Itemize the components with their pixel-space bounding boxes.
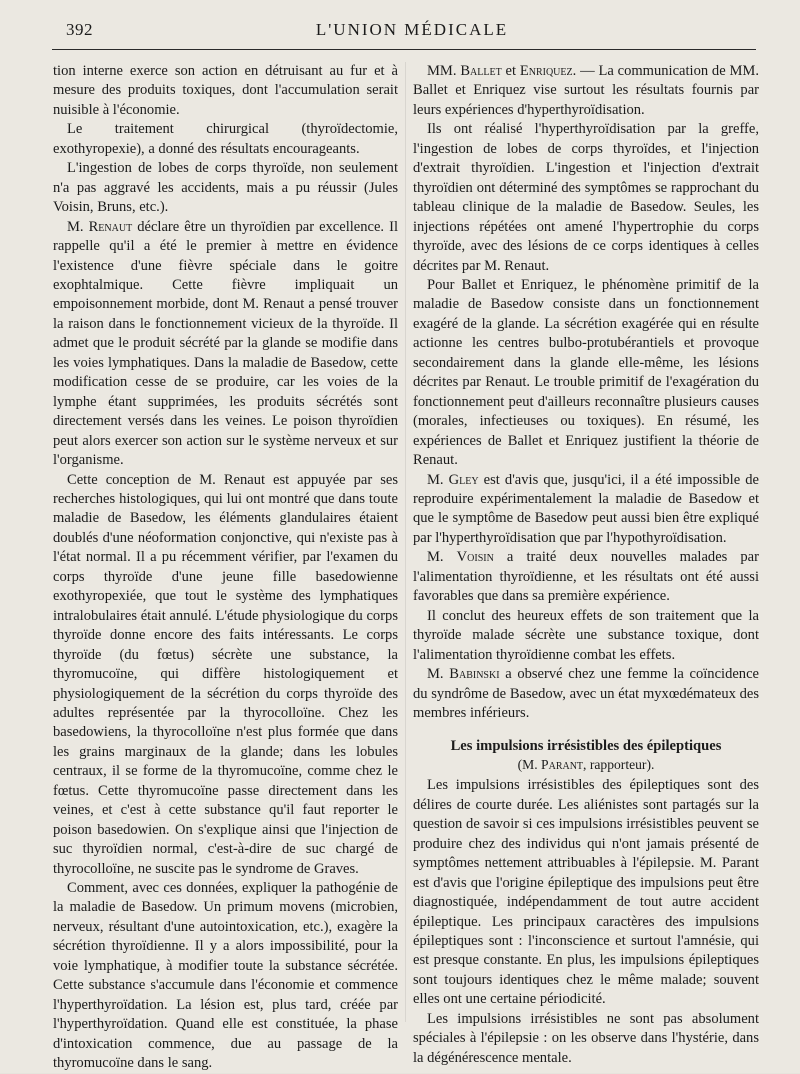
section-paragraphs bbox=[413, 776, 759, 1068]
text-run: . — La communication de MM. Ballet et Enriquez vise surtout les résultats fournis par leurs expériences d'hyperthyroïdisation. bbox=[413, 63, 759, 118]
text-run: et bbox=[501, 63, 520, 79]
paragraph bbox=[413, 120, 759, 276]
author-name: Renaut bbox=[88, 218, 133, 235]
text-run: M. bbox=[427, 471, 449, 488]
text-run: Les impulsions irrésistibles ne sont pas absolument spéciales à l'épilepsie : on les observe dans l'hystérie, dans la dégénérescence mentale. bbox=[413, 1010, 759, 1066]
author-name: Babinski bbox=[449, 666, 500, 683]
author-name: Enriquez bbox=[519, 63, 573, 79]
author-name: Ballet bbox=[460, 63, 502, 79]
text-run: L'ingestion de lobes de corps thyroïde, non seulement n'a pas aggravé les accidents, mais a pu réussir (Jules Voisin, Bruns, etc.). bbox=[53, 160, 398, 216]
paragraph bbox=[413, 62, 759, 120]
paragraph bbox=[413, 665, 759, 723]
paragraph bbox=[413, 548, 759, 606]
left-column bbox=[53, 62, 398, 1072]
author-name: Gley bbox=[448, 471, 479, 488]
text-run: M. bbox=[427, 666, 450, 683]
subtitle-open: (M. bbox=[517, 757, 542, 773]
paragraph bbox=[53, 62, 398, 120]
paragraph bbox=[53, 218, 398, 471]
text-run: Comment, avec ces données, expliquer la pathogénie de la maladie de Basedow. Un primum movens (microbien, nerveux, résultant d'une autointoxication, etc.), exagère la sécrétion thyroïdienne. Il y a alors impossibilité, pour la voie lymphatique, à modifier toute la substance sécrétée. Cette substance s'accumule dans l'économie et commence l'hyperthyroïdation. La lésion est, plus tard, créée par l'hyperthyroïdation. Quand elle est constituée, la phase d'intoxication commence, due au passage de la thyromucoïne dans le sang. bbox=[53, 880, 398, 1072]
text-run: Il conclut des heureux effets de son traitement que la thyroïde malade sécrète une substance toxique, dont l'alimentation thyroïdienne combat les effets. bbox=[413, 607, 759, 663]
running-title: L'UNION MÉDICALE bbox=[315, 20, 509, 39]
page-header bbox=[62, 20, 762, 44]
section-title: Les impulsions irrésistibles des épileptiques bbox=[450, 738, 722, 755]
author-name: Voisin bbox=[456, 549, 494, 566]
paragraph bbox=[53, 120, 398, 159]
text-run: a observé chez une femme la coïncidence du syndrôme de Basedow, avec un état myxœdémateux des membres inférieurs. bbox=[413, 666, 759, 721]
paragraph bbox=[53, 159, 398, 217]
paragraph bbox=[413, 471, 759, 549]
paragraph bbox=[413, 276, 759, 471]
page-number: 392 bbox=[66, 20, 93, 39]
subtitle-close: , rapporteur). bbox=[583, 757, 655, 773]
paragraph bbox=[413, 776, 759, 1009]
paragraph bbox=[413, 1010, 759, 1068]
text-run: M. bbox=[427, 549, 457, 566]
section-subtitle bbox=[413, 756, 759, 774]
text-run: déclare être un thyroïdien par excellence. Il rappelle qu'il a été le premier à mettre en évidence l'existence d'une fièvre spéciale dans le goitre exophtalmique. Cette fièvre impliquait un empoisonnement morbide, dont M. Renaut a pensé trouver la raison dans le fonctionnement vicieux de la thyroïde. Il admet que le produit sécrété par la glande se modifie dans les voies lymphatiques. Dans la maladie de Basedow, cette modification cesse de se produire, car les voies de la lymphe étant supprimées, les produits sécrétés sont directement versés dans les veines. Le poison thyroïdien peut alors exercer son action sur le système nerveux et sur l'organisme. bbox=[53, 218, 398, 469]
header-rule bbox=[52, 49, 756, 50]
paragraph bbox=[413, 607, 759, 665]
column-divider bbox=[405, 62, 406, 1022]
text-run: Ils ont réalisé l'hyperthyroïdisation par la greffe, l'ingestion de lobes de corps thyroïdes, et l'injection d'extrait thyroïdien. L'ingestion et l'injection d'extrait thyroïdien ont déterminé des symptômes se rapprochant du tableau clinique de la maladie de Basedow. Seules, les injections répétées ont amené l'hypertrophie du corps thyroïde, avec des lésions de ce corps identiques à celles décrites par M. Renaut. bbox=[413, 121, 759, 274]
right-column bbox=[413, 62, 759, 1066]
text-run: Les impulsions irrésistibles des épileptiques sont des délires de courte durée. Les aliénistes sont partagés sur la question de savoir si ces impulsions irrésistibles peuvent se produire chez des individus qui n'ont jamais présenté de symptômes nettement attribuables à l'épilepsie. M. Parant est d'avis que l'origine épileptique des impulsions peut être diagnostiquée, indépendamment de tout autre accident épileptique. Les principaux caractères des impulsions épileptiques sont : l'inconscience et surtout l'amnésie, qui est presque constante. En plus, les impulsions épileptiques sont toujours identiques chez le même malade; souvent elles ont une certaine périodicité. bbox=[413, 777, 759, 1008]
subtitle-name: Parant bbox=[541, 757, 584, 773]
paragraph bbox=[53, 879, 398, 1074]
text-run: est d'avis que, jusqu'ici, il a été impossible de reproduire expérimentalement la maladie de Basedow et que le symptôme de Basedow peut aussi bien être expliqué par l'hyperthyroïdisation que par l'hypothyroïdisation. bbox=[413, 471, 759, 546]
text-run: Le traitement chirurgical (thyroïdectomie, exothyropexie), a donné des résultats encourageants. bbox=[53, 121, 398, 157]
paragraph bbox=[53, 471, 398, 880]
text-run: Cette conception de M. Renaut est appuyée par ses recherches histologiques, qui lui ont montré que dans toute maladie de Basedow, les éléments glandulaires étaient doublés d'une néoformation conjonctive, qui n'existe pas à l'état normal. Il a pu récemment vérifier, par l'examen du corps thyroïde d'une jeune fille basedowienne exothyropexiée, que tout le système des lymphatiques intralobulaires était annulé. L'étude physiologique du corps thyroïde donne encore des faits intéressants. Le corps thyroïde (du fœtus) sécrète une substance, la thyromucoïne, qui diffère histologiquement et physiologiquement de la sécrétion du corps thyroïde des adultes représentée par la thyrocolloïne. Chez les basedowiens, la thyrocolloïne n'est plus formée que dans les grains marginaux de la glande; dans les lobules centraux, il se forme de la thyromucoïne, comme chez le fœtus. Cette thyromucoïne passe directement dans les veines, et c'est à cette substance qu'il faut reporter le poison basedowien. On s'explique ainsi que l'injection de suc thyroïdien normal, c'est-à-dire de suc chargé de thyrocolloïne, ne suscite pas le syndrome de Graves. bbox=[53, 471, 398, 877]
right-paragraphs bbox=[413, 62, 759, 723]
text-run: Pour Ballet et Enriquez, le phénomène primitif de la maladie de Basedow consiste dans un fonctionnement exagéré de la glande. La sécrétion exagérée qui en résulte actionne les centres bulbo-protubérantiels et provoque secondairement dans la glande elle-même, les lésions décrites par Renaut. Le trouble primitif de l'exagération du fonctionnement peut d'ailleurs reconnaître plusieurs causes (morales, infectieuses ou toxiques). En résumé, les expériences de Ballet et Enriquez justifient la théorie de Renaut. bbox=[413, 276, 759, 469]
text-run: M. bbox=[67, 218, 89, 235]
text-run: a traité deux nouvelles malades par l'alimentation thyroïdienne, et les résultats ont été aussi favorables que dans sa première expérience. bbox=[413, 549, 759, 605]
text-run: tion interne exerce son action en détruisant au fur et à mesure des produits toxiques, dont l'accumulation serait nuisible à l'économie. bbox=[53, 63, 398, 118]
text-run: MM. bbox=[427, 63, 461, 79]
